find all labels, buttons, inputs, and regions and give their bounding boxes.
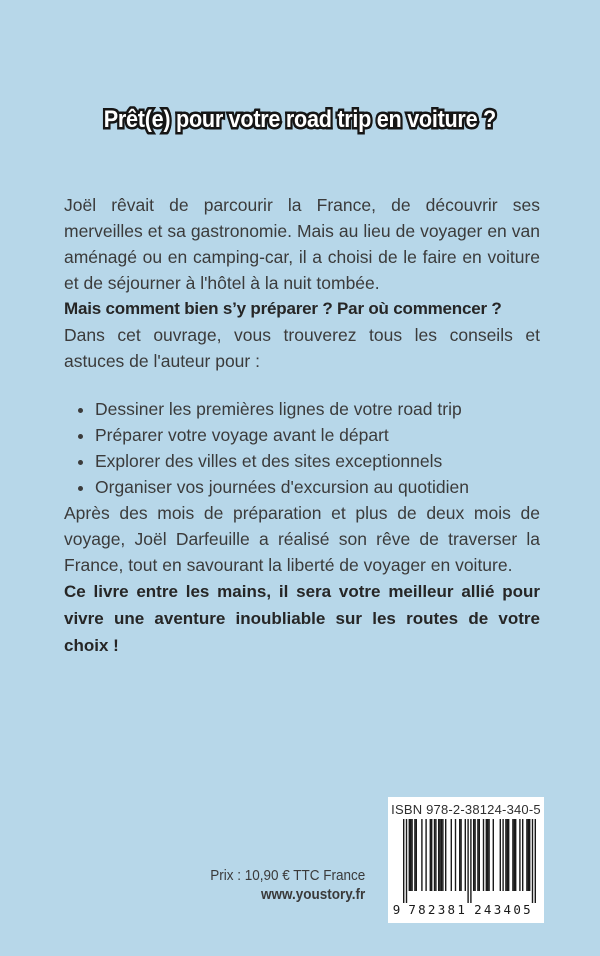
- ean-barcode: [393, 819, 540, 916]
- barcode-bars: [403, 819, 536, 903]
- about-paragraph: Après des mois de préparation et plus de deux mois de voyage, Joël Darfeuille a réalisé son rêve de traverser la France, tout en savourant la liberté de voyager en voiture.: [64, 503, 540, 575]
- svg-text:1: 1: [456, 902, 465, 916]
- back-cover-title-text: Prêt(e) pour votre road trip en voiture ?: [103, 106, 497, 133]
- barcode-digits: [393, 902, 531, 916]
- isbn-label: ISBN 978-2-38124-340-5: [391, 802, 541, 817]
- svg-text:8: 8: [447, 902, 455, 916]
- svg-text:3: 3: [437, 902, 445, 916]
- question-heading: Mais comment bien s’y préparer ? Par où commencer ?: [64, 299, 502, 318]
- blurb-content: [64, 192, 540, 659]
- bullet-item: • Préparer votre voyage avant le départ: [95, 422, 540, 448]
- svg-text:0: 0: [512, 902, 521, 916]
- svg-text:5: 5: [522, 902, 531, 916]
- barcode-panel: [388, 797, 544, 923]
- svg-text:3: 3: [493, 902, 501, 916]
- svg-text:4: 4: [483, 902, 491, 916]
- footer-info: [210, 866, 365, 904]
- back-cover-title: [0, 100, 600, 140]
- intro-paragraph: Joël rêvait de parcourir la France, de découvrir ses merveilles et sa gastronomie. Mais au lieu de voyager en van aménagé ou en camping-car, il a choisi de le faire en voiture et de séjourner à l'hôtel à la nuit tombée.: [64, 195, 540, 293]
- closing-paragraph: Ce livre entre les mains, il sera votre meilleur allié pour vivre une aventure inoubliable sur les routes de votre choix !: [64, 582, 540, 655]
- svg-text:4: 4: [503, 902, 511, 916]
- lead-in-paragraph: Dans cet ouvrage, vous trouverez tous les conseils et astuces de l'auteur pour :: [64, 325, 540, 371]
- bullet-item: • Organiser vos journées d'excursion au quotidien: [95, 474, 540, 500]
- svg-text:7: 7: [407, 902, 416, 916]
- svg-text:2: 2: [427, 902, 435, 916]
- price-label: Prix : 10,90 € TTC France: [209, 867, 365, 884]
- website-label: www.youstory.fr: [260, 886, 365, 903]
- svg-text:2: 2: [473, 902, 482, 916]
- svg-text:8: 8: [417, 902, 426, 916]
- bullet-list: [64, 396, 540, 500]
- bullet-item: • Dessiner les premières lignes de votre road trip: [95, 396, 540, 422]
- svg-text:9: 9: [392, 902, 400, 916]
- bullet-item: • Explorer des villes et des sites exceptionnels: [95, 448, 540, 474]
